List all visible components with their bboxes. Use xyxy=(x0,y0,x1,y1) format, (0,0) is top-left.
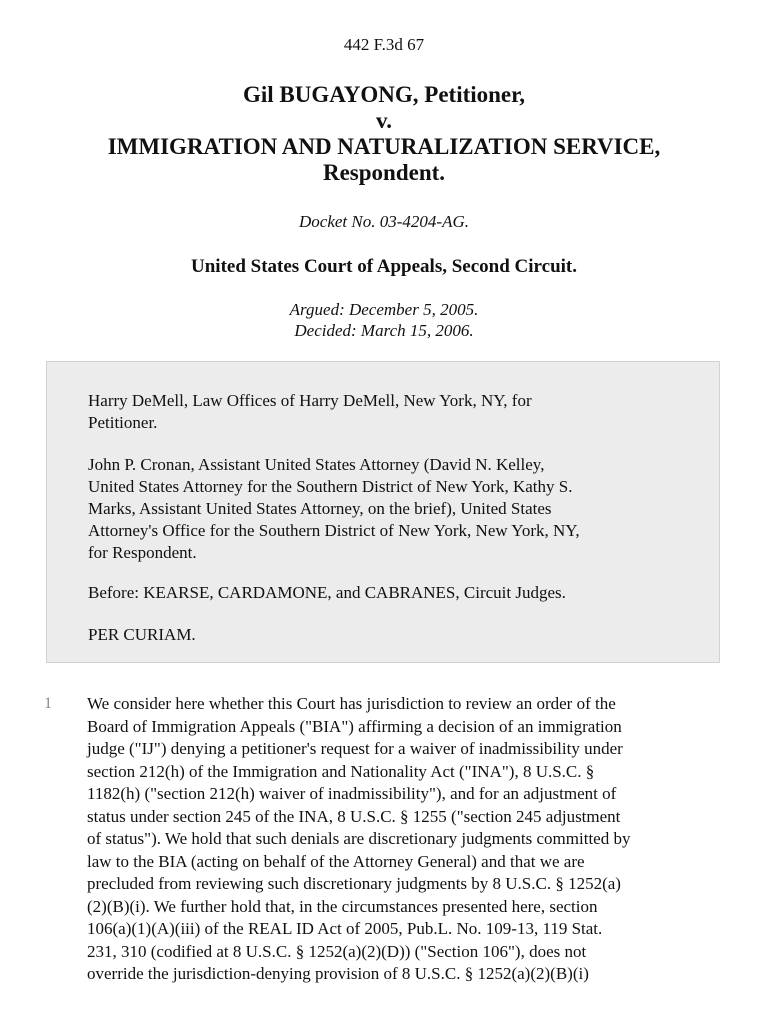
opinion-line: 1182(h) ("section 212(h) waiver of inadmissibility"), and for an adjustment of xyxy=(87,784,617,803)
counsel-line: United States Attorney for the Southern District of New York, Kathy S. xyxy=(88,477,573,496)
opinion-line: override the jurisdiction-denying provision of 8 U.S.C. § 1252(a)(2)(B)(i) xyxy=(87,964,589,983)
opinion-line: precluded from reviewing such discretionary judgments by 8 U.S.C. § 1252(a) xyxy=(87,874,621,893)
case-caption xyxy=(0,82,768,186)
opinion-line: Board of Immigration Appeals ("BIA") affirming a decision of an immigration xyxy=(87,716,622,736)
case-dates xyxy=(0,299,768,341)
per-curiam xyxy=(88,624,688,646)
opinion-paragraph xyxy=(87,693,737,986)
opinion-line: 106(a)(1)(A)(iii) of the REAL ID Act of 2005, Pub.L. No. 109-13, 119 Stat. xyxy=(87,919,603,938)
versus-line: v. xyxy=(376,108,392,133)
opinion-line: (2)(B)(i). We further hold that, in the circumstances presented here, section xyxy=(87,896,598,916)
decided-date: Decided: March 15, 2006. xyxy=(294,321,474,340)
opinion-line: status under section 245 of the INA, 8 U.S.C. § 1255 ("section 245 adjustment xyxy=(87,806,621,826)
opinion-line: We consider here whether this Court has jurisdiction to review an order of the xyxy=(87,694,616,713)
opinion-line: judge ("IJ") denying a petitioner's request for a waiver of inadmissibility under xyxy=(87,739,623,758)
paragraph-number: 1 xyxy=(44,695,52,712)
case-citation: 442 F.3d 67 xyxy=(343,35,425,54)
argued-date: Argued: December 5, 2005. xyxy=(289,300,479,319)
petitioner-counsel xyxy=(88,390,688,434)
panel-judges xyxy=(88,582,688,604)
opinion-line: law to the BIA (acting on behalf of the Attorney General) and that we are xyxy=(87,851,585,871)
counsel-line: Marks, Assistant United States Attorney, on the brief), United States xyxy=(88,499,552,518)
respondent-line-2: Respondent. xyxy=(322,160,446,185)
counsel-line: for Respondent. xyxy=(88,543,197,562)
counsel-line: Attorney's Office for the Southern District of New York, New York, NY, xyxy=(88,521,580,540)
opinion-line: of status"). We hold that such denials are discretionary judgments committed by xyxy=(87,829,631,848)
respondent-counsel xyxy=(88,454,688,564)
court-name: United States Court of Appeals, Second Circuit. xyxy=(191,256,577,277)
docket-number: Docket No. 03-4204-AG. xyxy=(299,212,469,231)
respondent-line-1: IMMIGRATION AND NATURALIZATION SERVICE, xyxy=(107,134,661,159)
per-curiam-line: PER CURIAM. xyxy=(88,625,196,644)
petitioner-line: Gil BUGAYONG, Petitioner, xyxy=(243,82,525,107)
counsel-box xyxy=(46,361,720,663)
opinion-line: 231, 310 (codified at 8 U.S.C. § 1252(a)(2)(D)) ("Section 106"), does not xyxy=(87,941,587,961)
counsel-line: John P. Cronan, Assistant United States Attorney (David N. Kelley, xyxy=(88,455,545,474)
before-line: Before: KEARSE, CARDAMONE, and CABRANES, Circuit Judges. xyxy=(88,583,566,602)
counsel-line: Petitioner. xyxy=(88,413,158,432)
counsel-line: Harry DeMell, Law Offices of Harry DeMell, New York, NY, for xyxy=(88,391,532,410)
opinion-line: section 212(h) of the Immigration and Nationality Act ("INA"), 8 U.S.C. § xyxy=(87,761,595,781)
